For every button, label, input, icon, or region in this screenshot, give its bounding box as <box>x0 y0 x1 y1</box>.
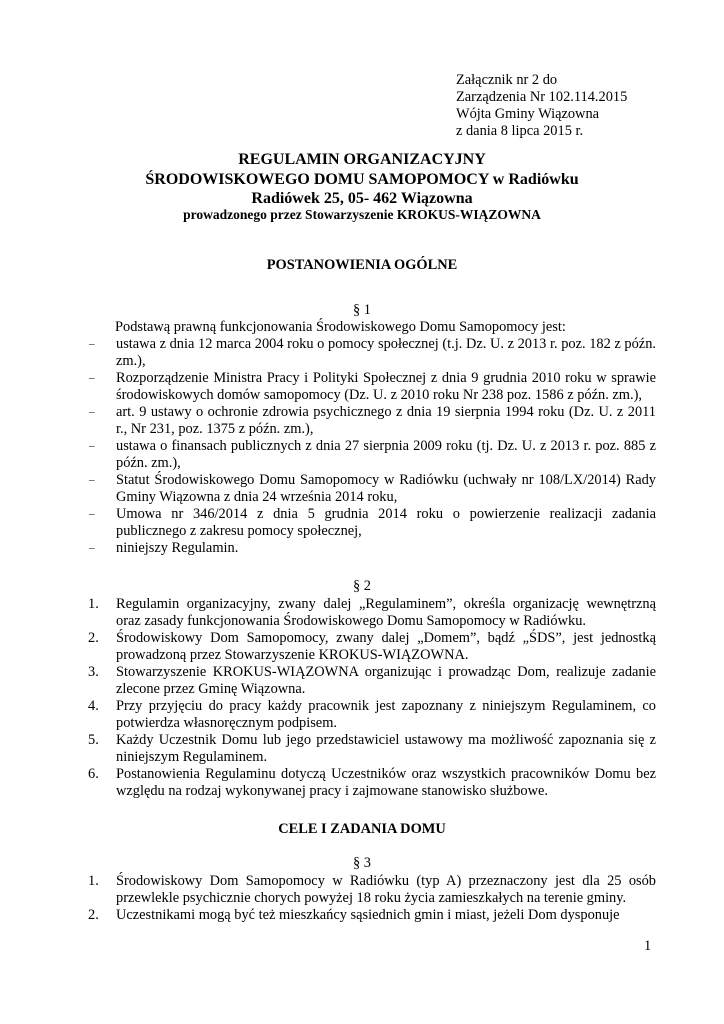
item-number: 2. <box>88 630 99 646</box>
item-number: 3. <box>88 664 99 680</box>
list-item-text: ustawa z dnia 12 marca 2004 roku o pomocy społecznej (t.j. Dz. U. z 2013 r. poz. 182 z późn. zm.), <box>116 336 656 369</box>
list-item <box>88 438 656 472</box>
list-item-text: Przy przyjęciu do pracy każdy pracownik jest zapoznany z niniejszym Regulaminem, co potwierdza własnoręcznym podpisem. <box>116 698 656 731</box>
item-number: 5. <box>88 732 99 748</box>
list-item <box>88 336 656 370</box>
list-item-text: Środowiskowy Dom Samopomocy w Radiówku (typ A) przeznaczony jest dla 25 osób przewlekle psychicznie chorych powyżej 18 roku życia zamieszkałych na terenie gminy. <box>116 873 656 906</box>
dash-bullet: – <box>89 406 95 418</box>
document-title <box>0 150 724 209</box>
list-item-text: Regulamin organizacyjny, zwany dalej „Regulaminem”, określa organizację wewnętrzną oraz zasady funkcjonowania Środowiskowego Domu Samopomocy w Radiówku. <box>116 596 656 629</box>
item-number: 4. <box>88 698 99 714</box>
page-number: 1 <box>644 938 652 954</box>
list-item <box>88 732 656 766</box>
title-line-2: ŚRODOWISKOWEGO DOMU SAMOPOMOCY w Radiówku <box>145 170 579 188</box>
document-subtitle: prowadzonego przez Stowarzyszenie KROKUS-WIĄZOWNA <box>183 207 541 222</box>
dash-bullet: – <box>89 338 95 350</box>
list-item <box>88 540 656 557</box>
section1-intro: Podstawą prawną funkcjonowania Środowiskowego Domu Samopomocy jest: <box>115 319 566 335</box>
title-line-1: REGULAMIN ORGANIZACYJNY <box>238 151 486 168</box>
list-item <box>88 370 656 404</box>
dash-bullet: – <box>89 508 95 520</box>
list-item <box>88 404 656 438</box>
dash-bullet: – <box>89 372 95 384</box>
list-item <box>88 664 656 698</box>
list-item-text: Postanowienia Regulaminu dotyczą Uczestników oraz wszystkich pracowników Domu bez względu na rodzaj wykonywanej pracy i zajmowane stanowisko służbowe. <box>116 766 656 799</box>
list-item-text: Środowiskowy Dom Samopomocy, zwany dalej „Domem”, bądź „ŚDS”, jest jednostką prowadzoną przez Stowarzyszenie KROKUS-WIĄZOWNA. <box>116 630 656 663</box>
legal-basis-list <box>88 336 656 557</box>
list-item <box>88 698 656 732</box>
attachment-line: Wójta Gminy Wiązowna <box>456 106 600 122</box>
attachment-line: z dania 8 lipca 2015 r. <box>456 123 584 139</box>
list-item-text: Uczestnikami mogą być też mieszkańcy sąsiednich gmin i miast, jeżeli Dom dysponuje <box>116 907 620 923</box>
list-item <box>88 873 656 907</box>
dash-bullet: – <box>89 474 95 486</box>
dash-bullet: – <box>89 542 95 554</box>
list-item <box>88 630 656 664</box>
list-item-text: niniejszy Regulamin. <box>116 540 239 556</box>
paragraph-mark-1: § 1 <box>353 302 371 318</box>
paragraph-mark-3: § 3 <box>353 855 371 871</box>
list-item <box>88 596 656 630</box>
list-item <box>88 907 656 924</box>
item-number: 1. <box>88 596 99 612</box>
list-item-text: Rozporządzenie Ministra Pracy i Polityki Społecznej z dnia 9 grudnia 2010 roku w sprawie środowiskowych domów samopomocy (Dz. U. z 2010 roku Nr 238 poz. 1586 z późn. zm.), <box>116 370 656 403</box>
attachment-note <box>456 72 686 140</box>
section-heading-goals: CELE I ZADANIA DOMU <box>278 821 446 837</box>
item-number: 1. <box>88 873 99 889</box>
list-item-text: art. 9 ustawy o ochronie zdrowia psychicznego z dnia 19 sierpnia 1994 roku (Dz. U. z 2011 r., Nr 231, poz. 1375 z późn. zm.), <box>116 404 656 437</box>
list-item-text: Każdy Uczestnik Domu lub jego przedstawiciel ustawowy ma możliwość zapoznania się z niniejszym Regulaminem. <box>116 732 656 765</box>
list-item-text: Statut Środowiskowego Domu Samopomocy w Radiówku (uchwały nr 108/LX/2014) Rady Gminy Wiązowna z dnia 24 września 2014 roku, <box>116 472 656 505</box>
attachment-line: Zarządzenia Nr 102.114.2015 <box>456 89 628 105</box>
title-line-3: Radiówek 25, 05- 462 Wiązowna <box>251 190 473 207</box>
list-item-text: ustawa o finansach publicznych z dnia 27 sierpnia 2009 roku (tj. Dz. U. z 2013 r. poz. 885 z późn. zm.), <box>116 438 656 471</box>
list-item <box>88 506 656 540</box>
item-number: 6. <box>88 766 99 782</box>
list-item-text: Stowarzyszenie KROKUS-WIĄZOWNA organizując i prowadząc Dom, realizuje zadanie zlecone przez Gminę Wiązowna. <box>116 664 656 697</box>
list-item <box>88 472 656 506</box>
list-item <box>88 766 656 800</box>
regulations-list <box>88 596 656 800</box>
section-heading-general: POSTANOWIENIA OGÓLNE <box>266 257 458 273</box>
attachment-line: Załącznik nr 2 do <box>456 72 558 88</box>
dash-bullet: – <box>89 440 95 452</box>
paragraph-mark-2: § 2 <box>353 578 371 594</box>
item-number: 2. <box>88 907 99 923</box>
list-item-text: Umowa nr 346/2014 z dnia 5 grudnia 2014 roku o powierzenie realizacji zadania publicznego z zakresu pomocy społecznej, <box>116 506 656 539</box>
goals-list <box>88 873 656 924</box>
